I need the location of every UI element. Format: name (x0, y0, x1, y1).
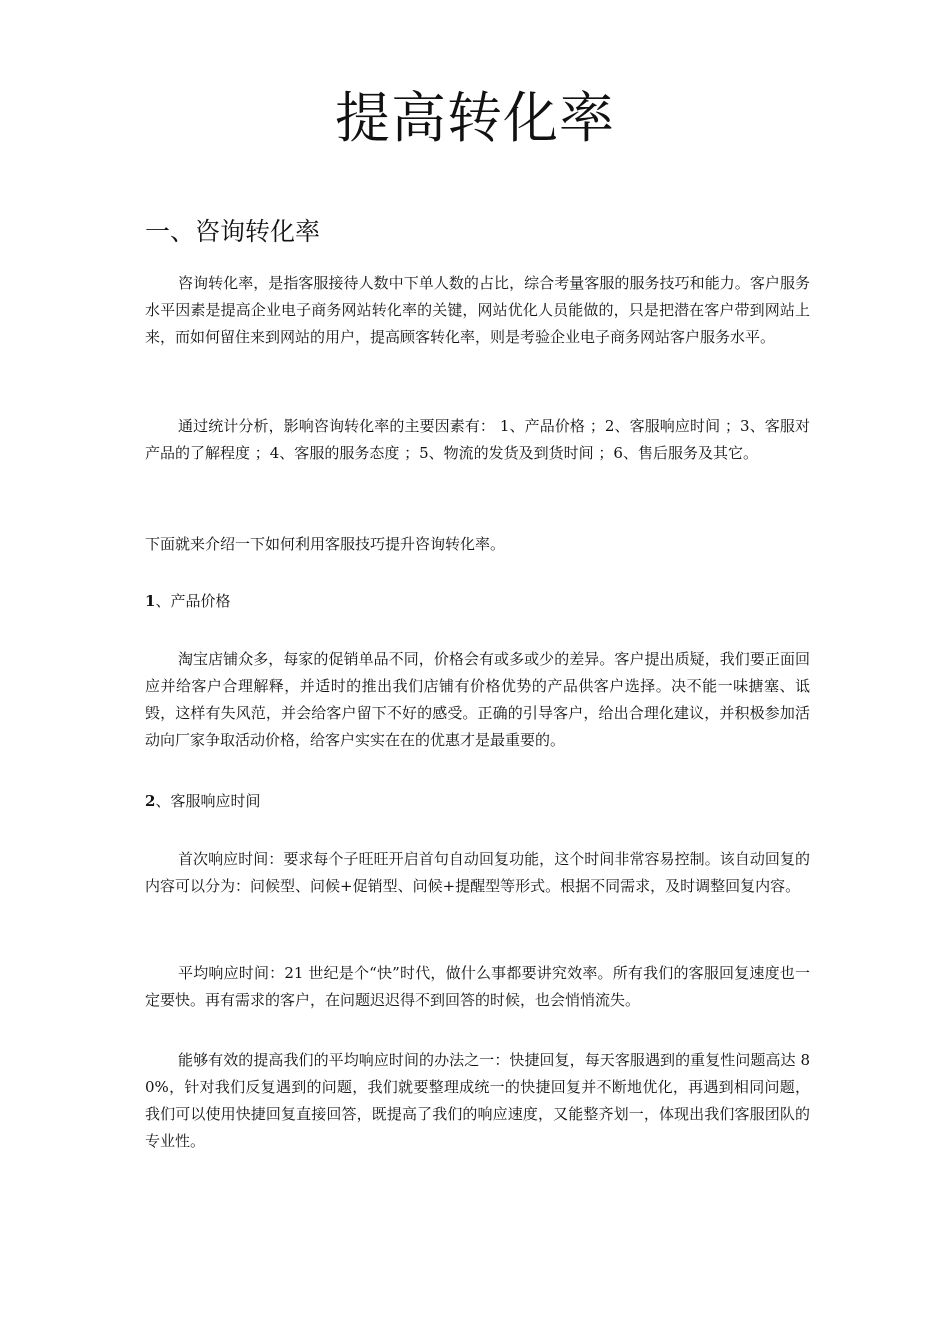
section-heading-consult-conversion: 一、咨询转化率 (145, 217, 321, 246)
paragraph-factors: 通过统计分析，影响咨询转化率的主要因素有： 1、产品价格 ；2、客服响应时间 ；3、客服对产品的了解程度 ；4、客服的服务态度 ；5、物流的发货及到货时间 ；6、售后服务及其它。 (145, 417, 810, 462)
subheading-label: 、产品价格 (155, 592, 231, 610)
paragraph-average-response: 平均响应时间：21 世纪是个“快”时代，做什么事都要讲究效率。所有我们的客服回复速度也一定要快。再有需求的客户，在问题迟迟得不到回答的时候，也会悄悄流失。 (145, 964, 810, 1009)
paragraph-definition: 咨询转化率，是指客服接待人数中下单人数的占比，综合考量客服的服务技巧和能力。客户服务水平因素是提高企业电子商务网站转化率的关键，网站优化人员能做的，只是把潜在客户带到网站上来，而如何留住来到网站的用户，提高顾客转化率，则是考验企业电子商务网站客户服务水平。 (145, 274, 810, 346)
document-title: 提高转化率 (334, 86, 615, 150)
subheading-label: 、客服响应时间 (155, 792, 261, 810)
subheading-response-time (145, 788, 260, 815)
paragraph-quick-reply: 能够有效的提高我们的平均响应时间的办法之一：快捷回复，每天客服遇到的重复性问题高达 80%，针对我们反复遇到的问题，我们就要整理成统一的快捷回复并不断地优化，再遇到相同问题，我们可以使用快捷回复直接回答，既提高了我们的响应速度，又能整齐划一，体现出我们客服团队的专业性。 (145, 1051, 810, 1150)
paragraph-intro: 下面就来介绍一下如何利用客服技巧提升咨询转化率。 (145, 535, 506, 553)
paragraph-product-price: 淘宝店铺众多，每家的促销单品不同，价格会有或多或少的差异。客户提出质疑，我们要正面回应并给客户合理解释，并适时的推出我们店铺有价格优势的产品供客户选择。决不能一味搪塞、诋毁，这样有失风范，并会给客户留下不好的感受。正确的引导客户，给出合理化建议，并积极参加活动向厂家争取活动价格，给客户实实在在的优惠才是最重要的。 (145, 650, 810, 749)
subheading-number: 2 (145, 792, 156, 810)
subheading-product-price (145, 588, 230, 615)
subheading-number: 1 (145, 592, 156, 610)
paragraph-first-response: 首次响应时间：要求每个子旺旺开启首句自动回复功能，这个时间非常容易控制。该自动回复的内容可以分为：问候型、问候+促销型、问候+提醒型等形式。根据不同需求，及时调整回复内容。 (145, 850, 810, 895)
